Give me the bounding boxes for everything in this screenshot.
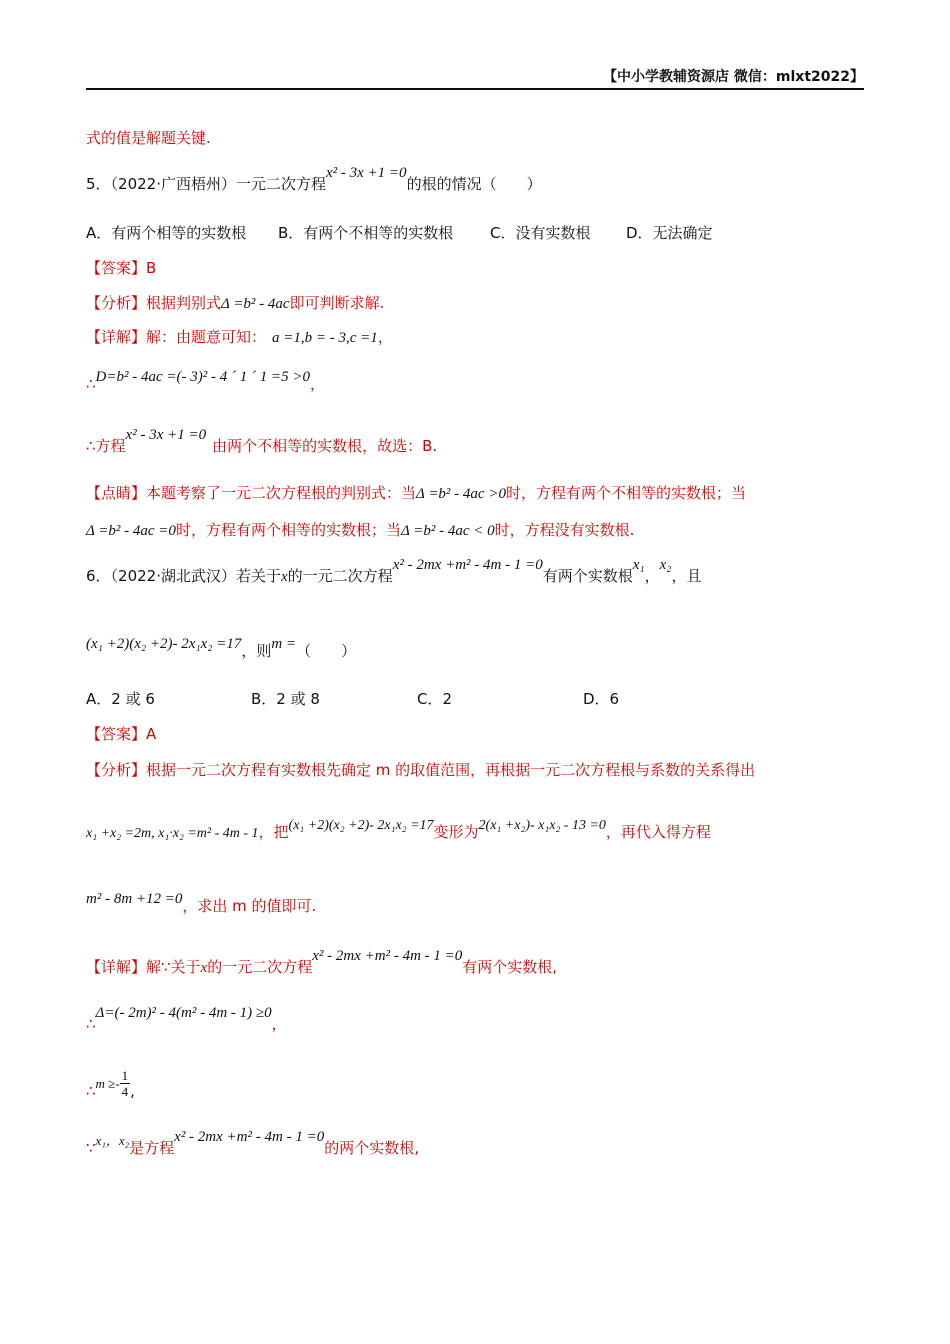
q6-option-b: B．2 或 8 [251, 690, 320, 708]
q5-delta-line [86, 369, 326, 395]
q6-then: ，则 [241, 642, 272, 660]
q6-roots-tail: 的两个实数根, [324, 1139, 419, 1157]
q5-detail-text: 解：由题意可知： [146, 328, 267, 346]
q6-delta-inequality: Δ=(- 2m)² - 4(m² - 4m - 1) ≥0 [95, 1005, 272, 1021]
q5-tip-text-a: 本题考察了一元二次方程根的判别式：当 [146, 484, 417, 502]
q6-answer-value: A [146, 725, 157, 743]
q6-transform: 变形为 [433, 823, 479, 841]
q6-transformed: 2(x₁ +x₂)- x₁x₂ - 13 =0 [478, 818, 606, 833]
q6-detail [86, 948, 558, 978]
q5-analysis-text-b: 即可判断求解. [289, 294, 385, 312]
q5-detail-values: a =1,b = - 3,c =1 [272, 330, 378, 346]
q5-tip-line-1 [86, 483, 746, 504]
q6-analysis-formulas [86, 818, 711, 844]
q5-detail-comma: ， [377, 328, 393, 346]
q5-answer [86, 258, 156, 278]
q6-root-separator: ， [644, 567, 660, 585]
q6-m-range-line [86, 1068, 135, 1107]
q6-m-equation-line [86, 891, 317, 917]
q6-stem-x: x [281, 569, 288, 585]
q5-stem [86, 165, 542, 195]
q5-option-d: D．无法确定 [626, 224, 713, 242]
q6-is-roots: 是方程 [129, 1139, 175, 1157]
q5-tip-text-d: 时，方程没有实数根. [494, 521, 635, 539]
q6-detail-c: 有两个实数根, [462, 958, 558, 976]
q6-m-range-comma: , [130, 1082, 135, 1100]
therefore-symbol: ∴ [86, 1082, 96, 1100]
q6-root-x1: x₁ [632, 557, 645, 573]
q6-m-range: m ≥- [95, 1076, 120, 1091]
therefore-symbol: ∴ [86, 1015, 96, 1033]
q6-condition-2: (x₁ +2)(x₂ +2)- 2x₁x₂ =17 [288, 818, 434, 833]
q6-stem-b: 的一元二次方程 [287, 567, 393, 585]
q6-stem-d: ，且 [671, 567, 702, 585]
q5-option-c: C．没有实数根 [490, 224, 591, 242]
q6-vieta: x₁ +x₂ =2m, x₁·x₂ =m² - 4m - 1 [86, 826, 259, 841]
q6-option-d: D．6 [583, 690, 620, 708]
q5-tip-formula-3: Δ =b² - 4ac < 0 [400, 523, 495, 539]
q6-roots-line [86, 1129, 419, 1159]
q5-detail-label: 【详解】 [86, 328, 147, 346]
q5-analysis-formula: Δ =b² - 4ac [221, 296, 290, 312]
because-symbol: ∵ [86, 1139, 96, 1157]
q6-stem-c: 有两个实数根 [542, 567, 633, 585]
q6-condition-line [86, 636, 357, 662]
q6-m-equation: m² - 8m +12 =0 [86, 891, 183, 907]
q6-fraction-numerator: 1 [121, 1068, 129, 1083]
q6-analysis-text: 根据一元二次方程有实数根先确定 m 的取值范围，再根据一元二次方程根与系数的关系得出 [146, 761, 756, 779]
q5-option-b: B．有两个不相等的实数根 [278, 224, 454, 242]
q5-stem-a: 5．（2022·广西梧州）一元二次方程 [86, 175, 326, 193]
q6-option-a: A．2 或 6 [86, 690, 155, 708]
q5-stem-b: 的根的情况（ ） [406, 175, 542, 193]
q6-paren: （ ） [296, 642, 357, 660]
q6-analysis-label: 【分析】 [86, 761, 147, 779]
q6-stem [86, 557, 702, 587]
q5-detail [86, 327, 393, 348]
q5-answer-value: B [146, 259, 157, 277]
q5-tip-line-2 [86, 520, 634, 541]
q5-tip-formula-1: Δ =b² - 4ac >0 [416, 486, 506, 502]
q6-analysis [86, 760, 755, 780]
q5-calc-comma: ， [310, 375, 326, 393]
q5-tip-formula-2: Δ =b² - 4ac =0 [86, 523, 176, 539]
q6-option-c: C．2 [417, 690, 453, 708]
q6-fraction [120, 1068, 131, 1099]
q6-detail-equation: x² - 2mx +m² - 4m - 1 =0 [312, 948, 463, 964]
q6-delta-line [86, 1005, 287, 1035]
q5-conclusion-a: ∴方程 [86, 437, 126, 455]
q6-substitute: ，再代入得方程 [605, 823, 711, 841]
q6-answer [86, 724, 156, 744]
q5-option-a: A．有两个相等的实数根 [86, 224, 247, 242]
q6-ba: ，把 [258, 823, 289, 841]
q5-analysis-text-a: 根据判别式 [146, 294, 222, 312]
q6-roots: x₁，x₂ [95, 1133, 130, 1148]
q6-ineq-comma: ， [271, 1015, 287, 1033]
q5-tip-text-b: 时，方程有两个不相等的实数根；当 [505, 484, 746, 502]
q6-fraction-denominator: 4 [121, 1084, 129, 1099]
q5-conclusion [86, 427, 438, 457]
previous-answer-tail: 式的值是解题关键. [86, 129, 211, 147]
header-divider [86, 88, 864, 90]
q6-detail-a: 解∵关于 [146, 958, 201, 976]
therefore-symbol: ∴ [86, 375, 96, 393]
q6-roots-equation: x² - 2mx +m² - 4m - 1 =0 [174, 1129, 325, 1145]
q6-options [86, 689, 619, 709]
q5-options [86, 223, 713, 243]
q6-root-x2: x₂ [659, 557, 672, 573]
q5-tip-text-c: 时，方程有两个相等的实数根；当 [175, 521, 401, 539]
q5-conclusion-equation: x² - 3x +1 =0 [125, 427, 207, 443]
q6-condition: (x₁ +2)(x₂ +2)- 2x₁x₂ =17 [86, 636, 242, 652]
q6-equation: x² - 2mx +m² - 4m - 1 =0 [392, 557, 543, 573]
q5-tip-label: 【点睛】 [86, 484, 147, 502]
q5-conclusion-b: 由两个不相等的实数根，故选：B. [212, 437, 438, 455]
q6-answer-label: 【答案】 [86, 725, 147, 743]
q6-solve-m: ，求出 m 的值即可. [182, 897, 317, 915]
q6-stem-a: 6．（2022·湖北武汉）若关于 [86, 567, 281, 585]
q6-m-equals: m = [271, 636, 297, 652]
q5-analysis-label: 【分析】 [86, 294, 147, 312]
q6-detail-b: 的一元二次方程 [207, 958, 313, 976]
q6-detail-label: 【详解】 [86, 958, 147, 976]
q5-delta-calc: D=b² - 4ac =(- 3)² - 4 ´ 1 ´ 1 =5 >0 [95, 369, 310, 385]
page-header: 【中小学教辅资源店 微信：mlxt2022】 [603, 69, 864, 85]
q5-analysis [86, 293, 384, 314]
q5-equation: x² - 3x +1 =0 [326, 165, 407, 181]
q6-detail-x: x [200, 960, 208, 976]
q5-answer-label: 【答案】 [86, 259, 147, 277]
